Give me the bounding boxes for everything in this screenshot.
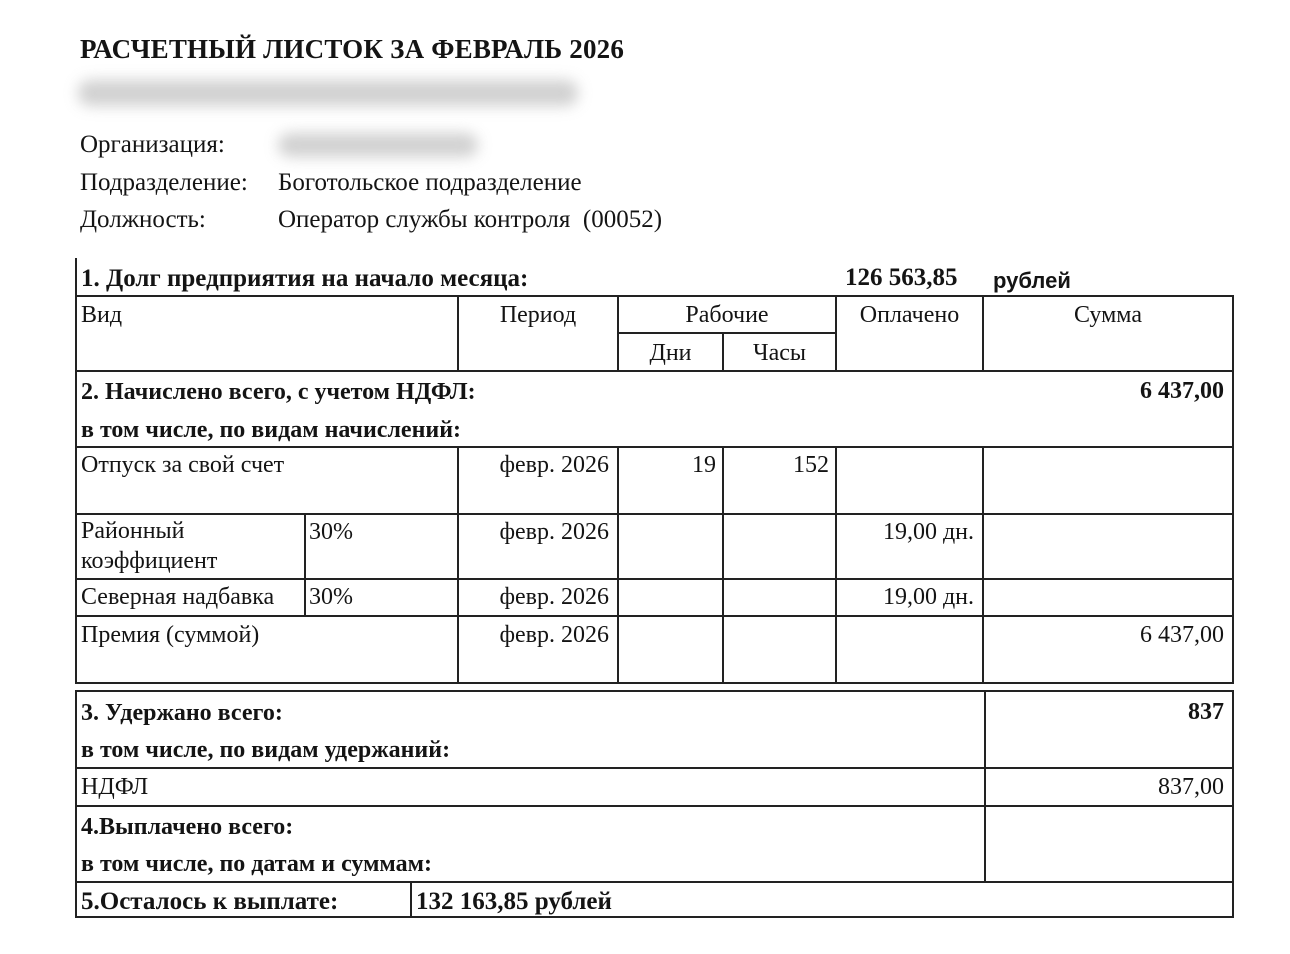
header-working: Рабочие [685,302,769,328]
row-hours: 152 [793,452,829,478]
row-sum: 6 437,00 [1140,622,1224,648]
row-period: февр. 2026 [499,622,609,648]
row-rate: 30% [309,519,353,545]
row-period: февр. 2026 [499,452,609,478]
organization-label: Организация: [80,131,225,158]
row-rate: 30% [309,584,353,610]
paid-out-label: 4.Выплачено всего: [81,814,294,840]
header-hours: Часы [752,340,807,366]
remaining-value: 132 163,85 рублей [416,888,612,915]
accrued-total: 6 437,00 [1140,378,1224,404]
position-label: Должность: [80,206,206,233]
organization-value-redacted [278,133,478,157]
debt-currency: рублей [993,268,1071,293]
row-sum: 837,00 [1158,774,1224,800]
department-label: Подразделение: [80,169,248,196]
remaining-label: 5.Осталось к выплате: [81,888,339,915]
row-paid: 19,00 дн. [882,519,974,545]
row-period: февр. 2026 [499,519,609,545]
row-name: НДФЛ [81,774,149,800]
document-title: РАСЧЕТНЫЙ ЛИСТОК ЗА ФЕВРАЛЬ 2026 [80,34,625,64]
accrued-label: 2. Начислено всего, с учетом НДФЛ: [81,379,476,405]
department-value: Боготольское подразделение [278,169,582,196]
debt-amount: 126 563,85 [845,264,958,291]
row-period: февр. 2026 [499,584,609,610]
header-paid: Оплачено [859,302,960,328]
accrued-sublabel: в том числе, по видам начислений: [81,417,462,443]
paid-out-sublabel: в том числе, по датам и суммам: [81,851,432,877]
header-type: Вид [81,302,123,328]
employee-name-redacted [78,80,578,106]
row-name: Районный коэффициент [81,518,218,574]
header-days: Дни [649,340,692,366]
debt-label: 1. Долг предприятия на начало месяца: [81,265,529,292]
row-name: Отпуск за свой счет [81,452,285,478]
withheld-sublabel: в том числе, по видам удержаний: [81,737,451,763]
row-name: Северная надбавка [81,584,275,610]
withheld-label: 3. Удержано всего: [81,700,283,726]
withheld-total: 837 [1188,699,1224,725]
position-value: Оператор службы контроля (00052) [278,206,663,233]
row-paid: 19,00 дн. [882,584,974,610]
header-sum: Сумма [1074,302,1142,328]
row-days: 19 [692,452,716,478]
row-name: Премия (суммой) [81,622,260,648]
header-period: Период [499,302,577,328]
